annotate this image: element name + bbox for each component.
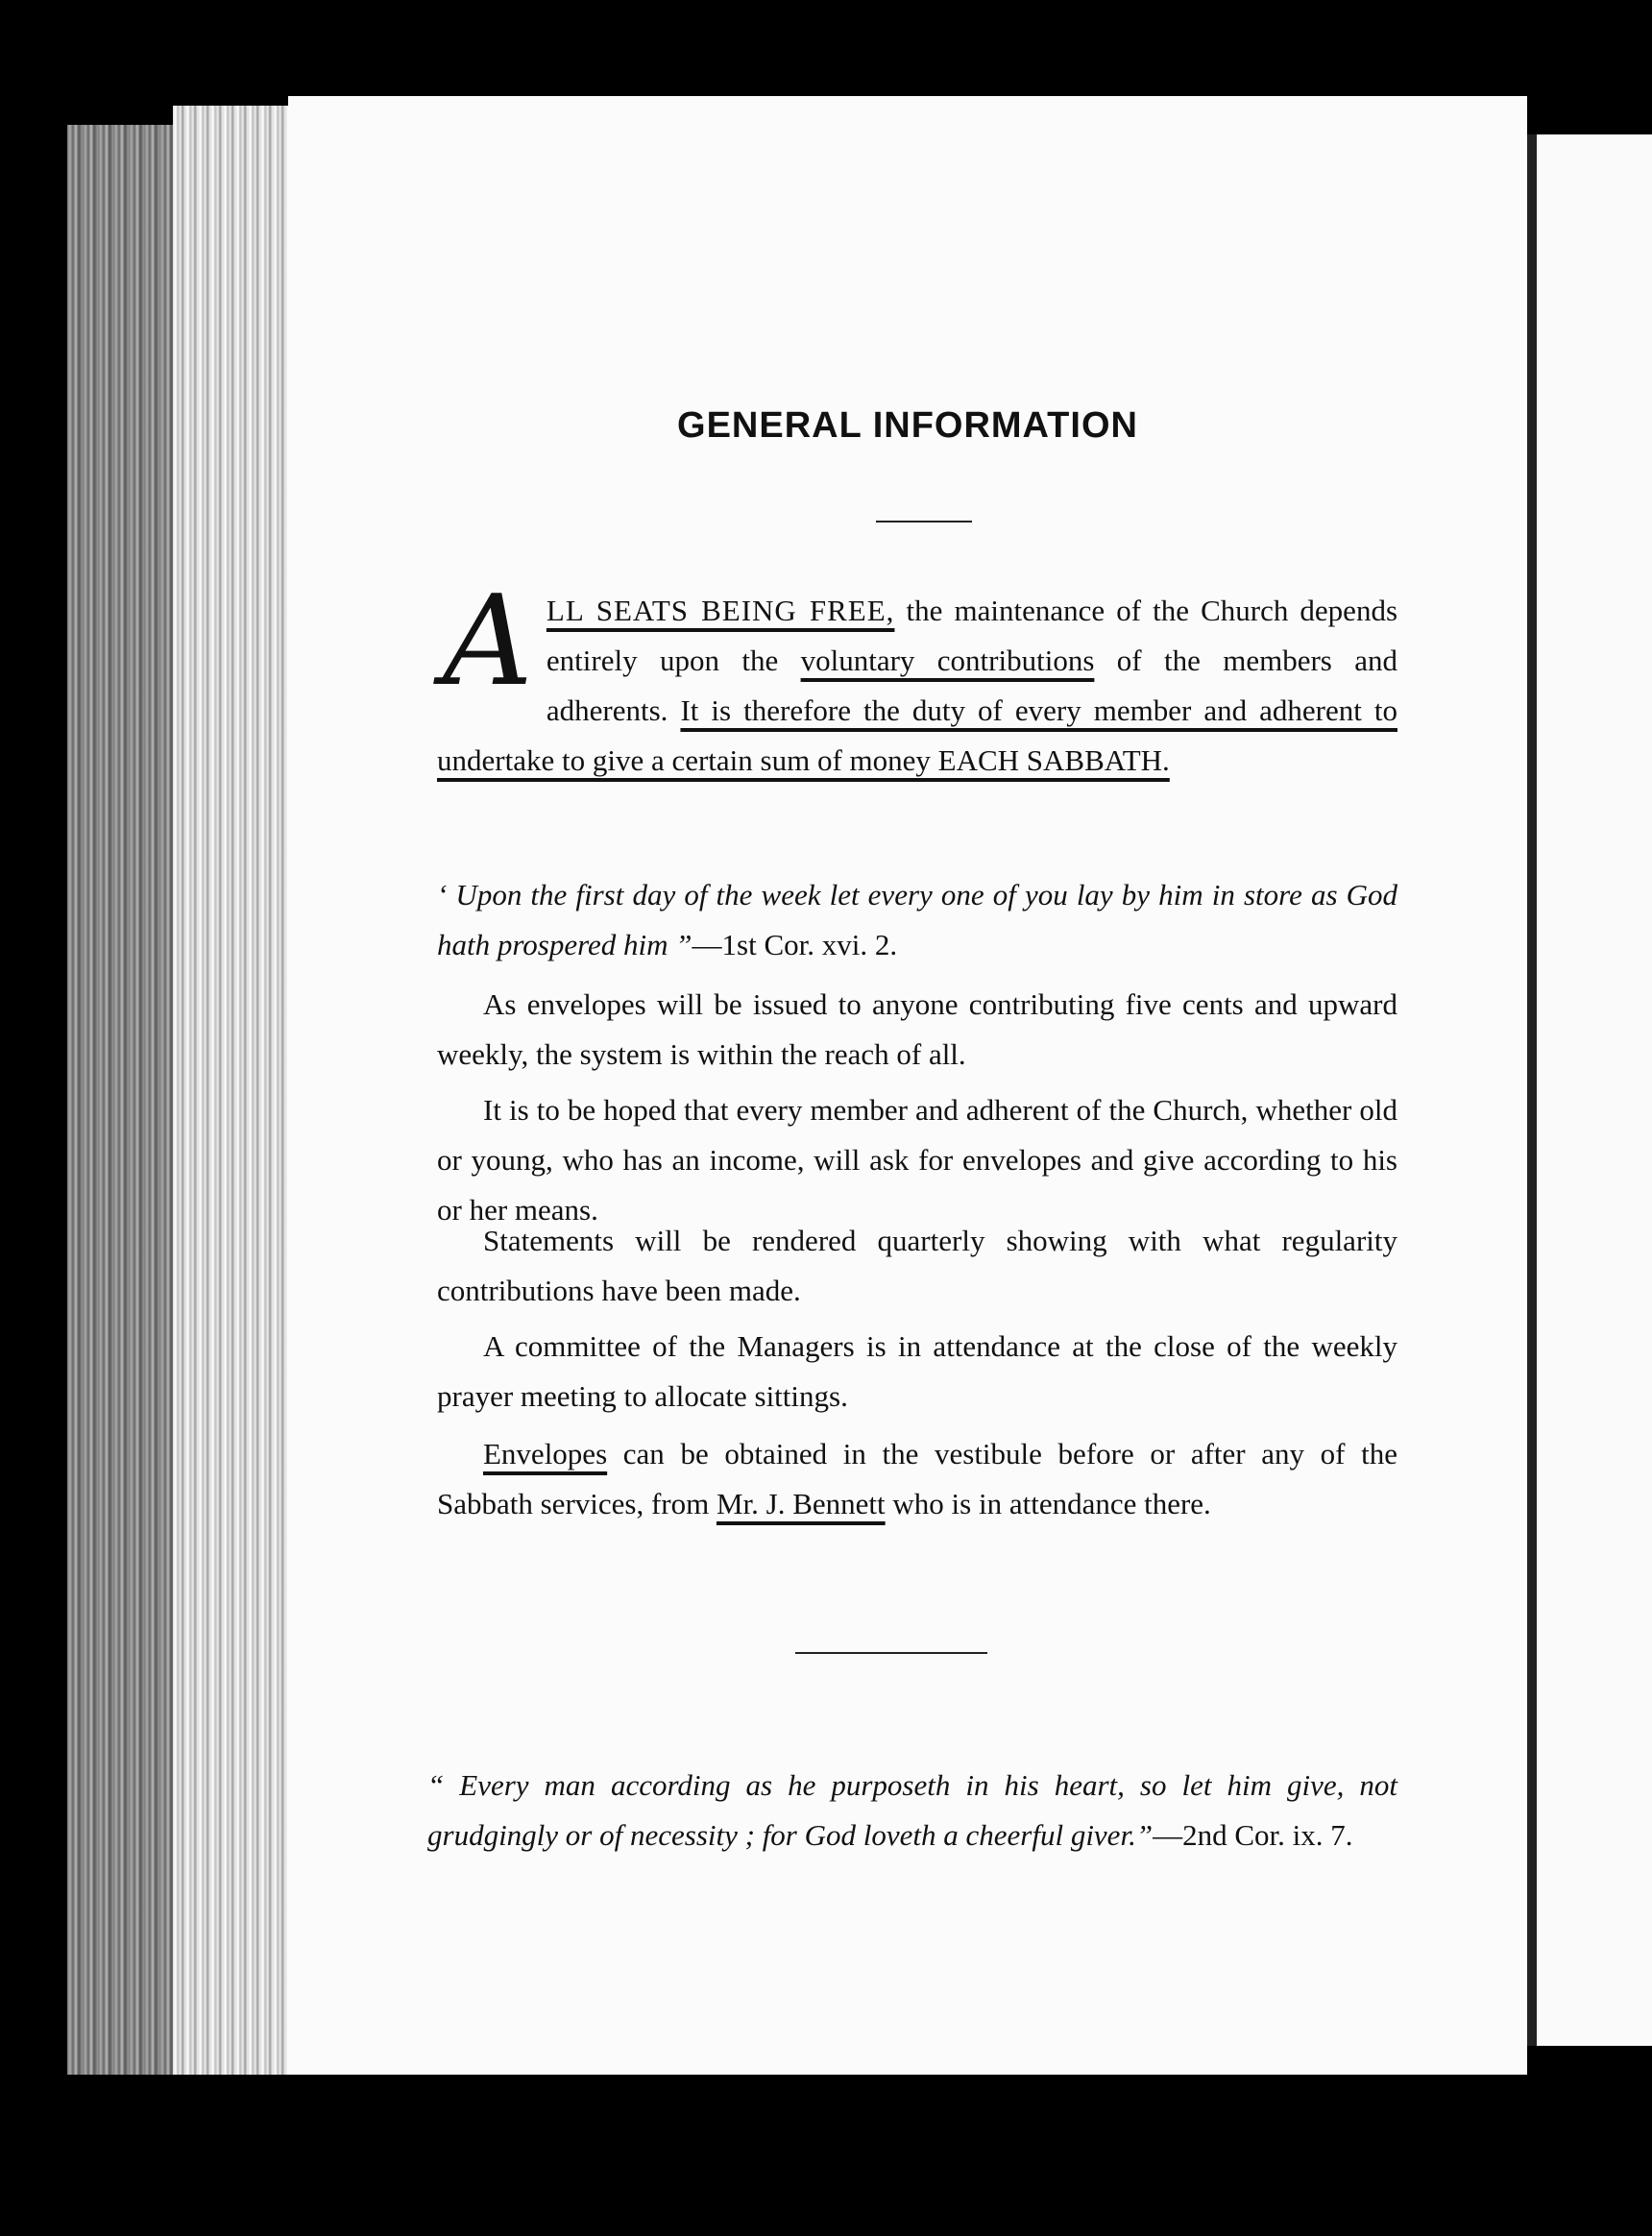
paragraph-envelopes-obtained	[437, 1429, 1397, 1529]
verse-corinthians-9	[427, 1761, 1397, 1860]
paragraph-committee: A committee of the Managers is in attendance at the close of the weekly prayer meeting to allocate sittings.	[437, 1329, 1397, 1413]
paragraph-hoped: It is to be hoped that every member and adherent of the Church, whether old or young, who has an income, will ask for envelopes and give according to his or her means.	[437, 1093, 1397, 1227]
document-page	[288, 96, 1527, 2075]
duty-statement: It is therefore the duty of every member and adherent to undertake to give a certain sum of money EACH SABBATH.	[437, 693, 1397, 777]
section-rule	[795, 1652, 987, 1654]
para7-text-a: can be obtained in the vestibule before or after any of the Sabbath services, from	[437, 1437, 1397, 1520]
bennett-name: Mr. J. Bennett	[716, 1487, 886, 1520]
seats-free-heading: LL SEATS BEING FREE,	[546, 594, 895, 627]
verse-corinthians-16	[437, 870, 1397, 970]
drop-cap: A	[443, 568, 533, 714]
verse1-reference: —1st Cor. xvi. 2.	[692, 928, 898, 961]
verse2-text: “ Every man according as he purposeth in his heart, so let him give, not grudgingly or of necessity ; for God loveth a cheerful giver.”	[427, 1768, 1397, 1852]
envelopes-label: Envelopes	[483, 1437, 608, 1470]
para1-text-b: of the members and adherents.	[546, 644, 1397, 727]
paragraph-seats-free	[437, 568, 1398, 786]
verse1-text: ‘ Upon the first day of the week let every one of you lay by him in store as God hath prospered him ”	[437, 878, 1397, 961]
title-rule	[876, 521, 972, 523]
voluntary-contributions: voluntary contributions	[800, 644, 1095, 677]
page-title: GENERAL INFORMATION	[677, 405, 1138, 446]
paragraph-envelopes-issued: As envelopes will be issued to anyone contributing five cents and upward weekly, the system is within the reach of all.	[437, 987, 1397, 1071]
verse2-reference: —2nd Cor. ix. 7.	[1153, 1818, 1353, 1852]
paragraph-statements: Statements will be rendered quarterly showing with what regularity contributions have been made.	[437, 1224, 1397, 1307]
book-page-edges-inner	[173, 106, 298, 2075]
para7-text-b: who is in attendance there.	[885, 1487, 1211, 1520]
facing-page	[1537, 134, 1652, 2046]
para1-text-a: the maintenance of the Church depends entirely upon the	[546, 594, 1398, 677]
